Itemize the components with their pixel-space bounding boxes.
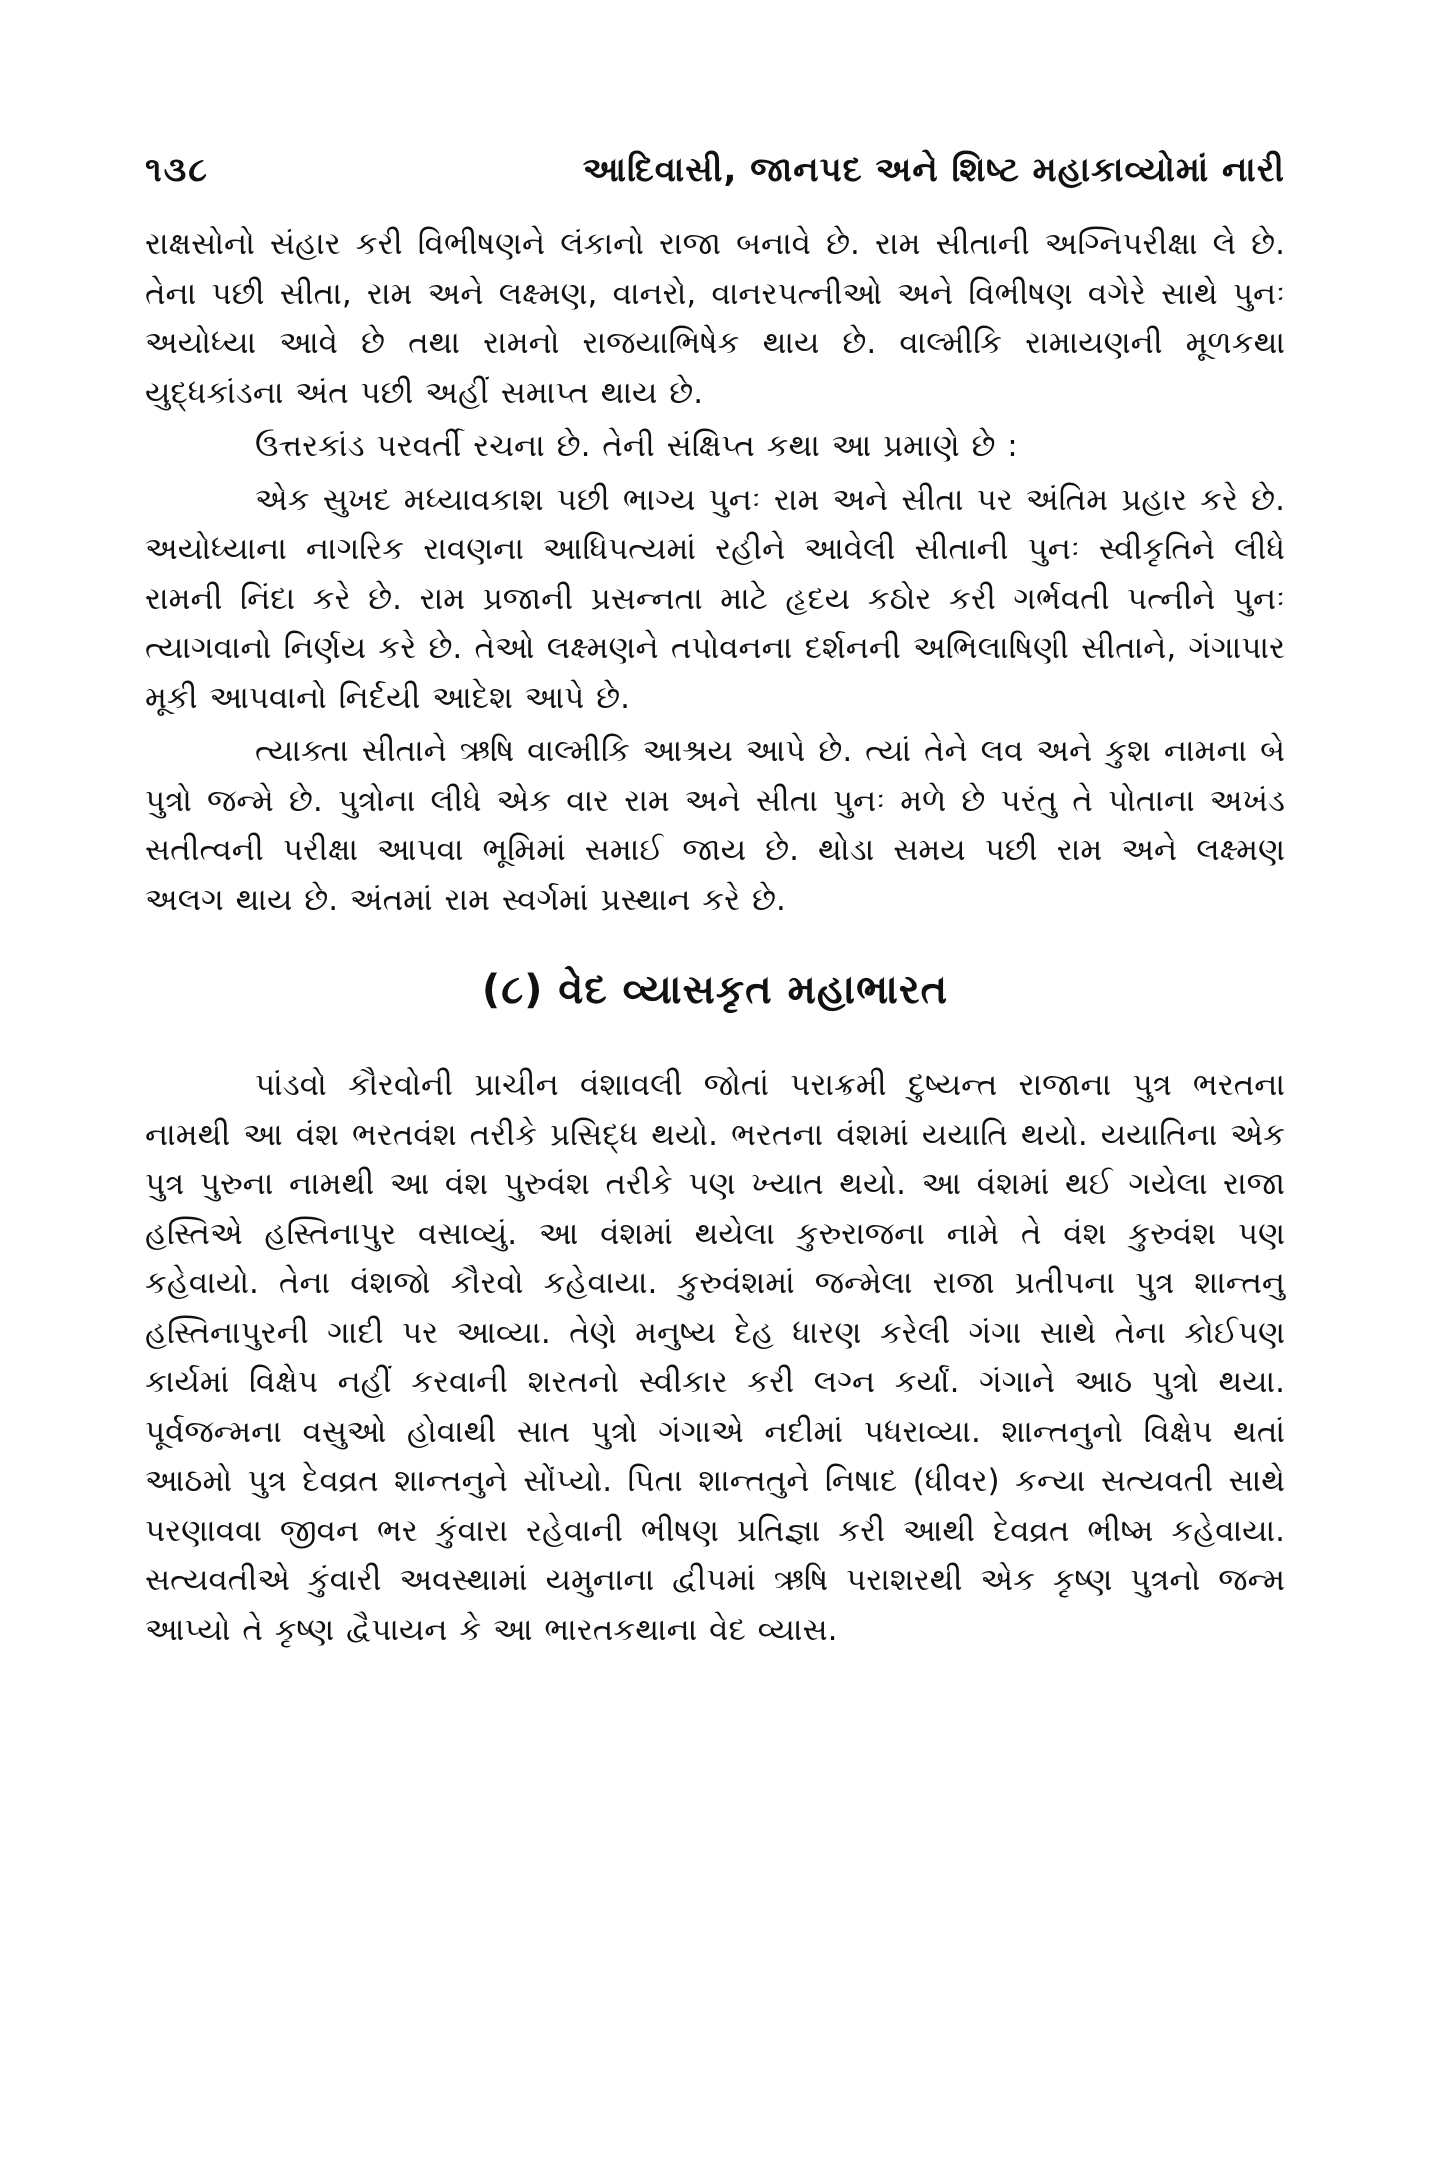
paragraph-mahabharata-lineage: પાંડવો કૌરવોની પ્રાચીન વંશાવલી જોતાં પરાક્રમી દુષ્યન્ત રાજાના પુત્ર ભરતના નામથી આ વંશ ભરતવંશ તરીકે પ્રસિદ્ધ થયો. ભરતના વંશમાં યયાતિ થયો. યયાતિના એક પુત્ર પુરુના નામથી આ વંશ પુરુવંશ તરીકે પણ ખ્યાત થયો. આ વંશમાં થઈ ગયેલા રાજા હસ્તિએ હસ્તિનાપુર વસાવ્યું. આ વંશમાં થયેલા કુરુરાજના નામે તે વંશ કુરુવંશ પણ કહેવાયો. તેના વંશજો કૌરવો કહેવાયા. કુરુવંશમાં જન્મેલા રાજા પ્રતીપના પુત્ર શાન્તનુ હસ્તિનાપુરની ગાદી પર આવ્યા. તેણે મનુષ્ય દેહ ધારણ કરેલી ગંગા સાથે તેના કોઈપણ કાર્યમાં વિક્ષેપ નહીં કરવાની શરતનો સ્વીકાર કરી લગ્ન કર્યાં. ગંગાને આઠ પુત્રો થયા. પૂર્વજન્મના વસુઓ હોવાથી સાત પુત્રો ગંગાએ નદીમાં પધરાવ્યા. શાન્તનુનો વિક્ષેપ થતાં આઠમો પુત્ર દેવવ્રત શાન્તનુને સોંપ્યો. પિતા શાન્તતુને નિષાદ (ધીવર) કન્યા સત્યવતી સાથે પરણાવવા જીવન ભર કુંવારા રહેવાની ભીષણ પ્રતિજ્ઞા કરી આથી દેવવ્રત ભીષ્મ કહેવાયા. સત્યવતીએ કુંવારી અવસ્થામાં યમુનાના દ્વીપમાં ઋષિ પરાશરથી એક કૃષ્ણ પુત્રનો જન્મ આપ્યો તે કૃષ્ણ દ્વૈપાયન કે આ ભારતકથાના વેદ વ્યાસ.: [145, 1067, 1285, 1648]
running-title: આદિવાસી, જાનપદ અને શિષ્ટ મહાકાવ્યોમાં નારી: [582, 150, 1285, 190]
page-header: [145, 150, 1285, 220]
paragraph-lava-kusha: ત્યાક્તા સીતાને ઋષિ વાલ્મીકિ આશ્રય આપે છે. ત્યાં તેને લવ અને કુશ નામના બે પુત્રો જન્મે છે. પુત્રોના લીધે એક વાર રામ અને સીતા પુનઃ મળે છે પરંતુ તે પોતાના અખંડ સતીત્વની પરીક્ષા આપવા ભૂમિમાં સમાઈ જાય છે. થોડા સમય પછી રામ અને લક્ષ્મણ અલગ થાય છે. અંતમાં રામ સ્વર્ગમાં પ્રસ્થાન કરે છે.: [145, 733, 1285, 918]
paragraph-uttarakanda-intro: ઉત્તરકાંડ પરવર્તી રચના છે. તેની સંક્ષિપ્ત કથા આ પ્રમાણે છે :: [255, 428, 1018, 464]
book-page: [145, 150, 1285, 1655]
paragraph-lanka-return: રાક્ષસોનો સંહાર કરી વિભીષણને લંકાનો રાજા બનાવે છે. રામ સીતાની અગ્નિપરીક્ષા લે છે. તેના પછી સીતા, રામ અને લક્ષ્મણ, વાનરો, વાનરપત્નીઓ અને વિભીષણ વગેરે સાથે પુનઃ અયોધ્યા આવે છે તથા રામનો રાજયાભિષેક થાય છે. વાલ્મીકિ રામાયણની મૂળકથા યુદ્ધકાંડના અંત પછી અહીં સમાપ્ત થાય છે.: [145, 226, 1285, 411]
section-heading: (૮) વેદ વ્યાસકૃત મહાભારત: [481, 967, 949, 1013]
paragraph-sita-abandonment: એક સુખદ મધ્યાવકાશ પછી ભાગ્ય પુનઃ રામ અને સીતા પર અંતિમ પ્રહાર કરે છે. અયોધ્યાના નાગરિક રાવણના આધિપત્યમાં રહીને આવેલી સીતાની પુનઃ સ્વીકૃતિને લીધે રામની નિંદા કરે છે. રામ પ્રજાની પ્રસન્નતા માટે હૃદય કઠોર કરી ગર્ભવતી પત્નીને પુનઃ ત્યાગવાનો નિર્ણય કરે છે. તેઓ લક્ષ્મણને તપોવનના દર્શનની અભિલાષિણી સીતાને, ગંગાપાર મૂકી આપવાનો નિર્દયી આદેશ આપે છે.: [145, 481, 1285, 716]
page-number: ૧૩૮: [145, 150, 210, 190]
